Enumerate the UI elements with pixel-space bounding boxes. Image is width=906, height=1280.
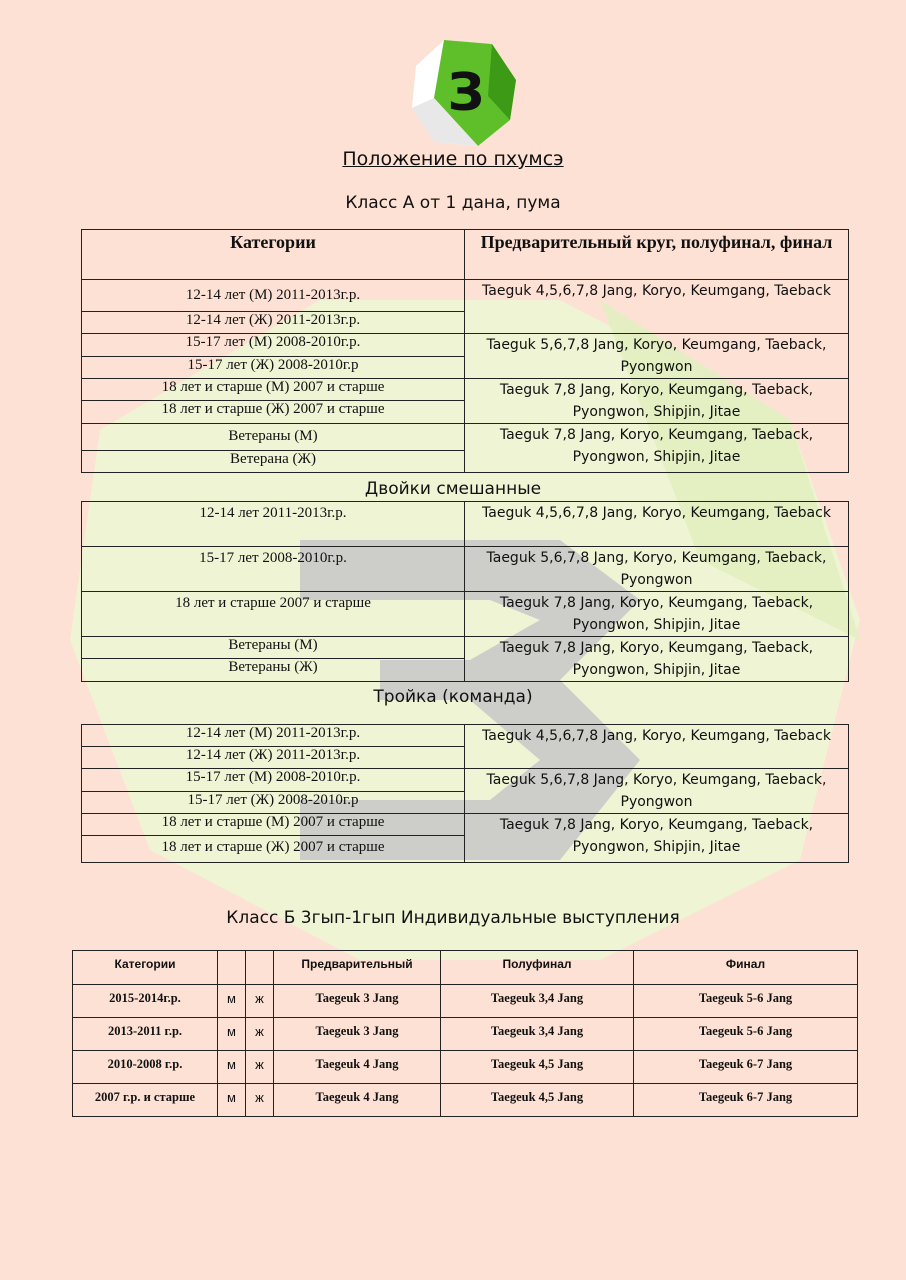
category-cell: Ветераны (Ж) (82, 659, 465, 682)
prelim-cell: Taegeuk 3 Jang (274, 985, 441, 1018)
male-cell: м (218, 985, 246, 1018)
category-cell: Ветерана (Ж) (82, 451, 465, 473)
category-cell: 12-14 лет (М) 2011-2013г.р. (82, 280, 465, 312)
program-cell: Taeguk 7,8 Jang, Koryo, Keumgang, Taeback, Pyongwon, Shipjin, Jitae (465, 379, 849, 424)
program-cell: Taeguk 7,8 Jang, Koryo, Keumgang, Taeback, Pyongwon, Shipjin, Jitae (465, 424, 849, 473)
category-cell: 2010-2008 г.р. (73, 1051, 218, 1084)
category-cell: 2007 г.р. и старше (73, 1084, 218, 1117)
pairs-section-title: Двойки смешанные (364, 479, 542, 499)
category-cell: 15-17 лет 2008-2010г.р. (82, 547, 465, 592)
category-cell: 18 лет и старше 2007 и старше (82, 592, 465, 637)
header-male (218, 951, 246, 985)
program-cell: Taeguk 5,6,7,8 Jang, Koryo, Keumgang, Taeback, Pyongwon (465, 769, 849, 814)
pairs-table (81, 501, 849, 682)
header-program: Предварительный круг, полуфинал, финал (465, 230, 849, 280)
category-cell: 18 лет и старше (М) 2007 и старше (82, 379, 465, 401)
female-cell: ж (246, 1018, 274, 1051)
semi-cell: Taegeuk 3,4 Jang (441, 1018, 634, 1051)
header-preliminary: Предварительный (274, 951, 441, 985)
male-cell: м (218, 1051, 246, 1084)
semi-cell: Taegeuk 4,5 Jang (441, 1084, 634, 1117)
table-row (73, 1018, 858, 1051)
category-cell: 12-14 лет (Ж) 2011-2013г.р. (82, 312, 465, 334)
category-cell: 15-17 лет (М) 2008-2010г.р. (82, 334, 465, 357)
category-cell: 12-14 лет (Ж) 2011-2013г.р. (82, 747, 465, 769)
category-cell: 18 лет и старше (Ж) 2007 и старше (82, 401, 465, 424)
program-cell: Taeguk 4,5,6,7,8 Jang, Koryo, Keumgang, Taeback (465, 502, 849, 547)
category-cell: 15-17 лет (Ж) 2008-2010г.р (82, 356, 465, 379)
logo-letter: З (447, 63, 485, 123)
category-cell: 15-17 лет (Ж) 2008-2010г.р (82, 791, 465, 814)
category-cell: Ветераны (М) (82, 637, 465, 659)
program-cell: Taeguk 7,8 Jang, Koryo, Keumgang, Taeback, Pyongwon, Shipjin, Jitae (465, 814, 849, 863)
female-cell: ж (246, 1084, 274, 1117)
class-b-table (72, 950, 858, 1117)
header-semifinal: Полуфинал (441, 951, 634, 985)
category-cell: 12-14 лет (М) 2011-2013г.р. (82, 725, 465, 747)
teams-table (81, 724, 849, 863)
table-row (73, 1051, 858, 1084)
semi-cell: Taegeuk 3,4 Jang (441, 985, 634, 1018)
category-cell: 18 лет и старше (Ж) 2007 и старше (82, 836, 465, 863)
logo-icon (408, 38, 520, 150)
prelim-cell: Taegeuk 4 Jang (274, 1084, 441, 1117)
prelim-cell: Taegeuk 3 Jang (274, 1018, 441, 1051)
teams-section-title: Тройка (команда) (373, 687, 533, 707)
category-cell: 15-17 лет (М) 2008-2010г.р. (82, 769, 465, 792)
program-cell: Taeguk 5,6,7,8 Jang, Koryo, Keumgang, Taeback, Pyongwon (465, 547, 849, 592)
program-cell: Taeguk 7,8 Jang, Koryo, Keumgang, Taeback, Pyongwon, Shipjin, Jitae (465, 637, 849, 682)
page-title: Положение по пхумсэ (342, 148, 564, 170)
class-b-title: Класс Б 3гып-1гып Индивидуальные выступления (226, 908, 680, 928)
category-cell: Ветераны (М) (82, 424, 465, 451)
female-cell: ж (246, 1051, 274, 1084)
semi-cell: Taegeuk 4,5 Jang (441, 1051, 634, 1084)
header-categories: Категории (73, 951, 218, 985)
final-cell: Taegeuk 5-6 Jang (634, 985, 858, 1018)
category-cell: 2013-2011 г.р. (73, 1018, 218, 1051)
program-cell: Taeguk 5,6,7,8 Jang, Koryo, Keumgang, Taeback, Pyongwon (465, 334, 849, 379)
class-a-individual-table (81, 229, 849, 473)
program-cell: Taeguk 4,5,6,7,8 Jang, Koryo, Keumgang, Taeback (465, 280, 849, 334)
final-cell: Taegeuk 6-7 Jang (634, 1051, 858, 1084)
male-cell: м (218, 1018, 246, 1051)
category-cell: 12-14 лет 2011-2013г.р. (82, 502, 465, 547)
table-row (73, 985, 858, 1018)
category-cell: 18 лет и старше (М) 2007 и старше (82, 814, 465, 836)
category-cell: 2015-2014г.р. (73, 985, 218, 1018)
table-row (73, 1084, 858, 1117)
female-cell: ж (246, 985, 274, 1018)
final-cell: Taegeuk 6-7 Jang (634, 1084, 858, 1117)
header-categories: Категории (82, 230, 465, 280)
program-cell: Taeguk 4,5,6,7,8 Jang, Koryo, Keumgang, Taeback (465, 725, 849, 769)
class-a-subtitle: Класс А от 1 дана, пума (345, 193, 561, 213)
prelim-cell: Taegeuk 4 Jang (274, 1051, 441, 1084)
final-cell: Taegeuk 5-6 Jang (634, 1018, 858, 1051)
male-cell: м (218, 1084, 246, 1117)
program-cell: Taeguk 7,8 Jang, Koryo, Keumgang, Taeback, Pyongwon, Shipjin, Jitae (465, 592, 849, 637)
header-final: Финал (634, 951, 858, 985)
header-female (246, 951, 274, 985)
